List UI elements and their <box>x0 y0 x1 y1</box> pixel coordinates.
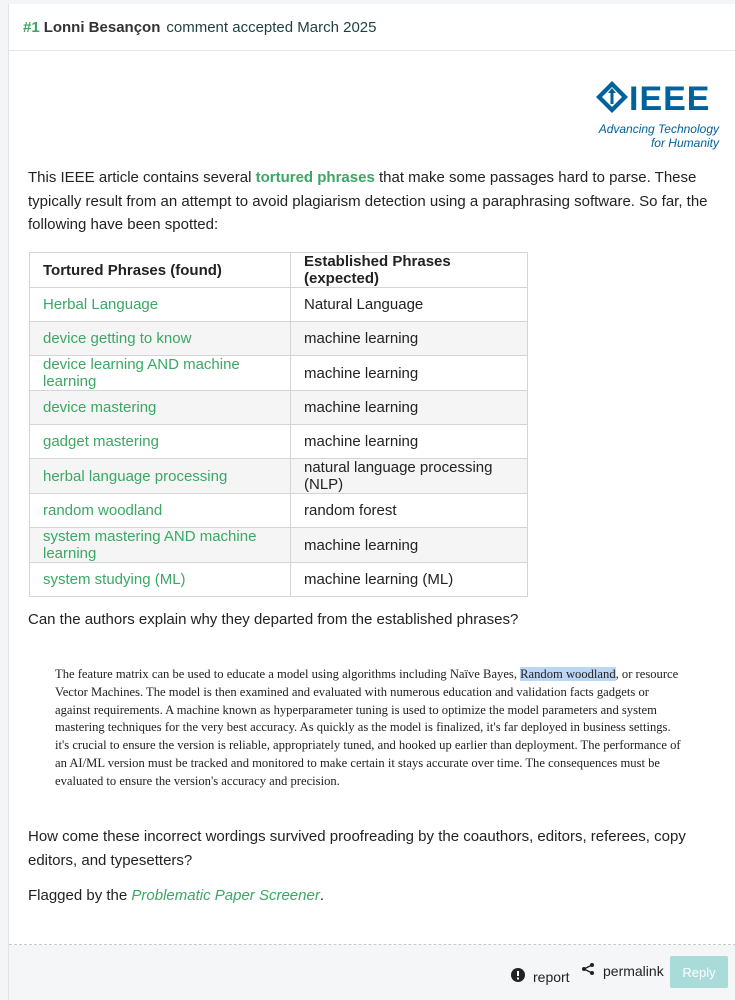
report-label: report <box>533 968 570 985</box>
intro-text-after: that make some passages hard to parse. These typically result from an attempt to avoid plagiarism detection using a paraphrasing software. So far, the following have been spotted: <box>28 169 708 233</box>
excerpt-text-after: , or resource Vector Machines. The model is then examined and evaluated with numerous education and validation facts gadgets or against requirements. A machine known as hyperparameter tuning is used to optimize the model parameters and system mastering techniques for the very best accuracy. As quickly as the model is finalized, it's far deployed in business settings. it's crucial to ensure the version is reliable, appropriately tuned, and hooked up earlier than deployment. The performance of an AI/ML version must be tracked and monitored to make certain it stays accurate over time. The consequences must be evaluated to ensure the version's accuracy and precision. <box>55 667 681 788</box>
excerpt-text-before: The feature matrix can be used to educate a model using algorithms including Naïve Bayes, <box>55 667 521 681</box>
table-row <box>30 391 528 425</box>
proofreading-question: How come these incorrect wordings survived proofreading by the coauthors, editors, referees, copy editors, and typesetters? <box>28 828 686 869</box>
ieee-logo <box>595 78 719 150</box>
reply-button[interactable]: Reply <box>670 956 728 988</box>
table-header-row <box>30 253 528 288</box>
expected-phrase: machine learning <box>291 356 528 391</box>
table-row <box>30 356 528 391</box>
expected-phrase: natural language processing (NLP) <box>291 459 528 494</box>
expected-phrase: random forest <box>291 494 528 528</box>
table-row <box>30 425 528 459</box>
paper-excerpt-image <box>55 666 685 791</box>
table-row <box>30 459 528 494</box>
alert-icon <box>511 968 525 985</box>
found-phrase-link[interactable]: herbal language processing <box>30 459 291 494</box>
expected-phrase: machine learning <box>291 391 528 425</box>
comment-author[interactable]: Lonni Besançon <box>43 18 161 36</box>
ieee-tagline-line1: Advancing Technology <box>598 122 719 136</box>
ieee-diamond-icon <box>595 80 629 114</box>
expected-phrase: machine learning <box>291 425 528 459</box>
table-row <box>30 288 528 322</box>
found-phrase-link[interactable]: device mastering <box>30 391 291 425</box>
comment-card <box>8 4 735 1000</box>
table-row <box>30 528 528 563</box>
expected-phrase: machine learning (ML) <box>291 563 528 597</box>
tortured-phrases-link[interactable]: tortured phrases <box>255 169 375 186</box>
question-paragraph: Can the authors explain why they departed from the established phrases? <box>28 611 519 628</box>
expected-phrase: machine learning <box>291 528 528 563</box>
problematic-paper-screener-link[interactable]: Problematic Paper Screener <box>131 887 320 904</box>
found-phrase-link[interactable]: system mastering AND machine learning <box>30 528 291 563</box>
found-phrase-link[interactable]: system studying (ML) <box>30 563 291 597</box>
found-phrase-link[interactable]: device learning AND machine learning <box>30 356 291 391</box>
comment-header <box>9 4 735 51</box>
column-header-expected: Established Phrases (expected) <box>291 253 528 288</box>
flagged-text-after: . <box>319 887 325 904</box>
share-icon <box>581 962 595 979</box>
found-phrase-link[interactable]: device getting to know <box>30 322 291 356</box>
table-row <box>30 494 528 528</box>
intro-text-before: This IEEE article contains several <box>28 169 256 186</box>
flagged-by-line <box>28 887 324 904</box>
ieee-tagline-line2: for Humanity <box>650 136 719 150</box>
ieee-tagline <box>599 122 719 150</box>
found-phrase-link[interactable]: Herbal Language <box>30 288 291 322</box>
table-row <box>30 563 528 597</box>
table-row <box>30 322 528 356</box>
column-header-found: Tortured Phrases (found) <box>30 253 291 288</box>
flagged-text-before: Flagged by the <box>28 887 132 904</box>
found-phrase-link[interactable]: gadget mastering <box>30 425 291 459</box>
expected-phrase: machine learning <box>291 322 528 356</box>
comment-status: comment accepted March 2025 <box>166 18 377 36</box>
found-phrase-link[interactable]: random woodland <box>30 494 291 528</box>
report-link[interactable] <box>511 968 570 985</box>
permalink-label: permalink <box>603 962 664 979</box>
tortured-phrases-table <box>29 252 528 597</box>
permalink-link[interactable] <box>581 962 664 979</box>
excerpt-highlight: Random woodland <box>520 667 616 681</box>
comment-number[interactable]: #1 <box>23 18 40 36</box>
ieee-wordmark: IEEE <box>629 80 711 118</box>
intro-paragraph <box>28 166 718 237</box>
expected-phrase: Natural Language <box>291 288 528 322</box>
